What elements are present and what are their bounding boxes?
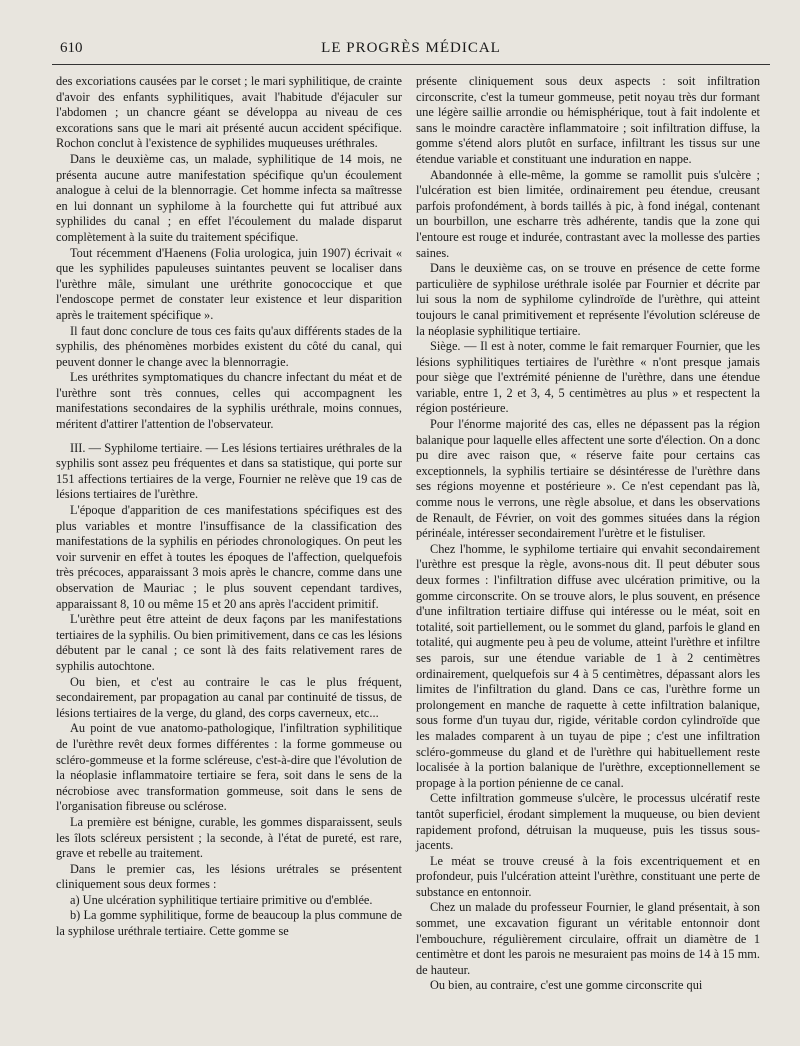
paragraph: Chez un malade du professeur Fournier, le gland présentait, à son sommet, une excavation figurant un véritable entonnoir dont l'embouchure, régulièrement circulaire, offrait un diamètre de 1 centimètre et dont les parois ne mesuraient pas moins de 14 à 15 mm. de hauteur.	[416, 900, 760, 977]
paragraph: Il faut donc conclure de tous ces faits qu'aux différents stades de la syphilis, des phénomènes morbides existent du côté du canal, qui peuvent donner le change avec la blennorragie.	[56, 323, 402, 369]
right-column	[416, 74, 760, 994]
paragraph: L'urèthre peut être atteint de deux façons par les manifestations tertiaires de la syphilis. Ou bien primitivement, dans ce cas les lésions débutent par le canal ; ce sont là des faits relativement rares de syphilis autochtone.	[56, 612, 402, 673]
paragraph: Dans le deuxième cas, on se trouve en présence de cette forme particulière de syphilose uréthrale isolée par Fournier et décrite par lui sous la nom de syphilome cylindroïde de l'urèthre, qui atteint toujours le canal primitivement et représente l'évolution scléreuse de la néoplasie syphilitique tertiaire.	[416, 261, 760, 338]
paragraph: Chez l'homme, le syphilome tertiaire qui envahit secondairement l'urèthre est presque la règle, avons-nous dit. Il peut débuter sous deux formes : l'infiltration diffuse avec ulcération primitive, ou la gomme circonscrite. On se trouve alors, le plus souvent, en présence d'une infiltration tertiaire diffuse qui intéresse ou le méat, soit en totalité, soit partiellement, ou le sommet du gland, parfois le gland en totalité, qui augmente peu à peu de volume, atteint l'urèthre et infiltre ses parois, sur une étendue variable de 1 à 2 centimètres ordinairement, quelquefois sur 4 à 5 centimètres, dépassant alors les limites de l'infiltration du gland. Dans ce cas, l'urèthre forme un prolongement en manche de raquette à cette infiltration balanique, sous forme d'un tuyau dur, rigide, véritable cordon cylindroïde que les malades comparent à un tuyau de pipe ; c'est une infiltration scléro-gommeuse du gland et de l'urèthre qui habituellement reste localisée à la portion balanique de l'urèthre, exceptionnellement se propage à la portion pénienne de ce canal.	[416, 541, 760, 790]
paragraph: Dans le deuxième cas, un malade, syphilitique de 14 mois, ne présenta aucune autre manifestation spécifique qu'un écoulement analogue à celui de la blennorragie. Cet homme infecta sa maîtresse en lui donnant un syphilome à la fourchette qui fut attribué aux syphilides du canal ; en effet l'écoulement du malade disparut complètement à la suite du traitement spécifique.	[56, 151, 402, 244]
paragraph: Ou bien, au contraire, c'est une gomme circonscrite qui	[430, 978, 703, 993]
paragraph: Abandonnée à elle-même, la gomme se ramollit puis s'ulcère ; l'ulcération est bien limitée, ordinairement peu étendue, creusant parfois profondément, à bords taillés à pic, à fond inégal, contenant un bourbillon, une escharre très adhérente, tandis que la zone qui l'entoure est rouge et indurée, contrastant avec la mollesse des parties saines.	[416, 167, 760, 260]
paragraph: b) La gomme syphilitique, forme de beaucoup la plus commune de la syphilose uréthrale tertiaire. Cette gomme se	[56, 908, 402, 939]
left-column	[56, 74, 402, 940]
header-rule	[52, 64, 770, 65]
paragraph: des excoriations causées par le corset ; le mari syphilitique, de crainte d'avoir des enfants syphilitiques, avait l'habitude d'éjaculer sur l'abdomen ; un chancre géant se développa au niveau de ces excorations sans que le mari ait présenté aucun accident spécifique. Rochon conclut à l'existence de syphilides muqueuses uréthrales.	[56, 74, 402, 151]
paragraph: L'époque d'apparition de ces manifestations spécifiques est des plus variables et montre l'insuffisance de la classification des manifestations de la syphilis en périodes chronologiques. On peut les voir survenir en effet à toutes les époques de l'affection, quelquefois très précoces, apparaissant 3 mois après le chancre, comme dans une observation de Mauriac ; le plus souvent cependant tardives, apparaissant 8, 10 ou même 15 et 20 ans après l'accident primitif.	[56, 503, 402, 611]
paragraph: Au point de vue anatomo-pathologique, l'infiltration syphilitique de l'urèthre revêt deux formes différentes : la forme gommeuse ou scléro-gommeuse et la forme scléreuse, c'est-à-dire que l'évolution de la néoplasie inflammatoire tertiaire se fera, soit dans le sens de la nécrobiose avec transformation gommeuse, soit dans le sens de l'organisation fibreuse ou sclérose.	[56, 721, 402, 814]
paragraph: Tout récemment d'Haenens (Folia urologica, juin 1907) écrivait « que les syphilides papuleuses suintantes peuvent se localiser dans l'urèthre mâle, simulant une uréthrite gonococcique et que l'endoscope permet de constater leur existence et leur disparition après le traitement spécifique ».	[56, 245, 402, 322]
section-heading-paragraph: III. — Syphilome tertiaire. — Les lésions tertiaires uréthrales de la syphilis sont assez peu fréquentes et dans sa statistique, qui porte sur 151 affections tertiaires de la verge, Fournier ne relève que 19 cas de lésions tertiaires de l'urèthre.	[56, 440, 402, 502]
paragraph: Ou bien, et c'est au contraire le cas le plus fréquent, secondairement, par propagation au canal par continuité de tissus, de lésions tertiaires de la verge, du gland, des corps caverneux, etc...	[56, 674, 402, 720]
paragraph: Pour l'énorme majorité des cas, elles ne dépassent pas la région balanique pour laquelle elles affectent une sorte d'élection. On a donc pu dire avec raison que, « réserve faite pour certains cas exceptionnels, la syphilis tertiaire se désintéresse de l'urèthre dans ses régions moyenne et postérieure ». Ce n'est cependant pas là, comme nous le verrons, une règle absolue, et dans les observations de Renault, de Février, on voit des gommes situées dans la région périnéale, intéresser secondairement l'urètre et le fistuliser.	[416, 417, 760, 541]
paragraph: présente cliniquement sous deux aspects : soit infiltration circonscrite, c'est la tumeur gommeuse, petit noyau très dur formant une légère saillie arrondie ou hémisphérique, tout à fait indolente et sans le moindre caractère inflammatoire ; soit infiltration diffuse, la gomme s'étend alors plutôt en surface, infiltrant les tissus sur une étendue variable et constituant une induration en nappe.	[416, 74, 760, 166]
journal-title: LE PROGRÈS MÉDICAL	[321, 40, 501, 56]
paragraph: Siège. — Il est à noter, comme le fait remarquer Fournier, que les lésions syphilitiques tertiaires de l'urèthre « n'ont presque jamais pour siège que l'extrémité pénienne de l'urèthre, dans une étendue variable, entre 1, 2 et 3, 4, 5 centimètres au plus » et respectent la région postérieure.	[416, 339, 760, 416]
paragraph: La première est bénigne, curable, les gommes disparaissent, seuls les îlots scléreux persistent ; la seconde, à l'état de pureté, est rare, grave et rebelle au traitement.	[56, 814, 402, 861]
paragraph: a) Une ulcération syphilitique tertiaire primitive ou d'emblée.	[70, 892, 373, 907]
paragraph: Cette infiltration gommeuse s'ulcère, le processus ulcératif reste tantôt superficiel, érodant simplement la muqueuse, ou bien devient rapidement profond, détruisan la muqueuse, puis les tissus sous-jacents.	[416, 791, 760, 853]
paragraph: Le méat se trouve creusé à la fois excentriquement et en profondeur, puis l'ulcération atteint l'urèthre, constituant une perte de substance en entonnoir.	[416, 853, 760, 899]
paragraph: Les uréthrites symptomatiques du chancre infectant du méat et de l'urèthre sont très connues, celles qui accompagnent les manifestations secondaires de la syphilis uréthrale, moins connues, méritent d'attirer l'attention de l'observateur.	[56, 370, 402, 432]
page-header	[52, 40, 770, 62]
paragraph: Dans le premier cas, les lésions urétrales se présentent cliniquement sous deux formes :	[56, 861, 402, 892]
page-number: 610	[60, 40, 83, 56]
